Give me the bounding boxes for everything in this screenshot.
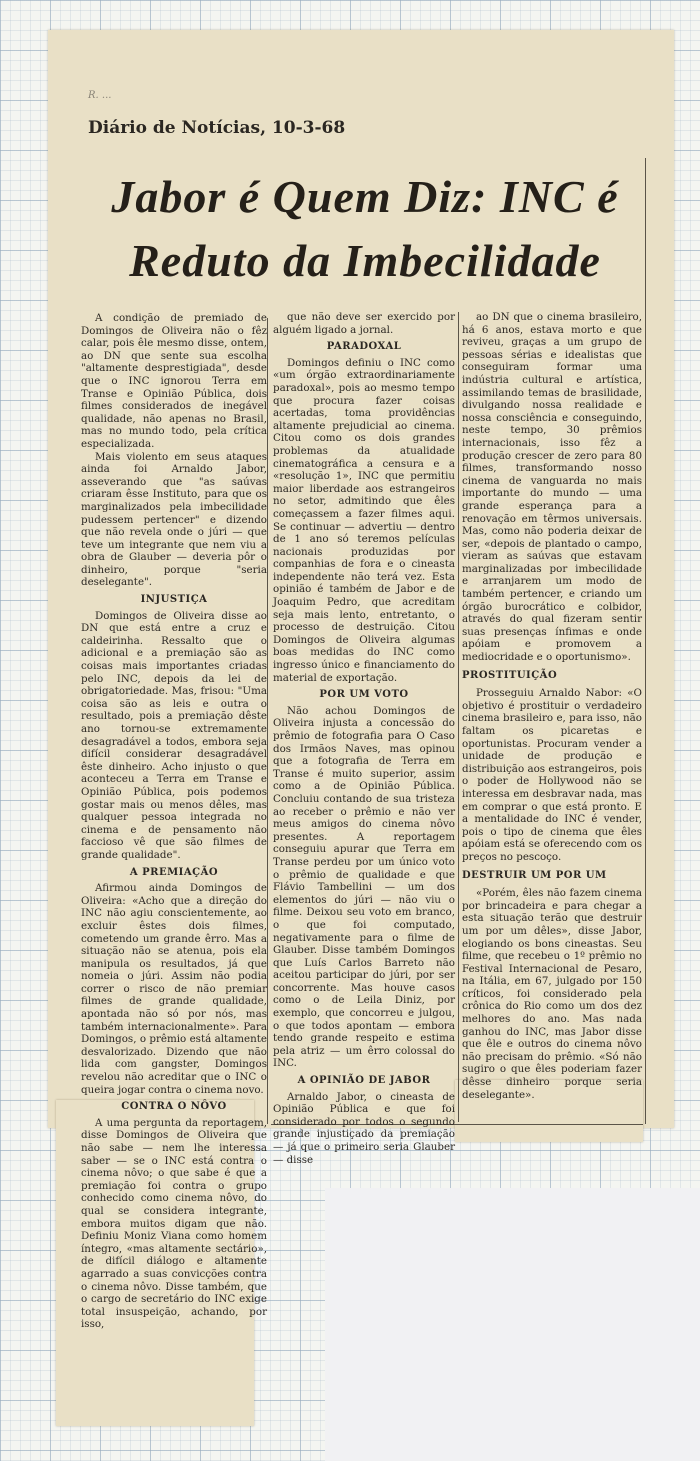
subheading: PARADOXAL <box>326 341 402 353</box>
subheading: A OPINIÃO DE JABOR <box>297 1075 431 1087</box>
pencil-note: R. ... <box>88 90 112 101</box>
article-column-1 <box>81 312 267 1331</box>
paragraph: Domingos definiu o INC como «um órgão extraordinariamente paradoxal», pois ao mesmo tempo que procura fazer coisas acertadas, toma providências altamente prejudicial ao cinema. Citou como os dois grandes problemas da atualidade cinematográfica a censura e a «resolução 1», INC que permitiu maior liberdade aos estrangeiros no setor, admitindo que êles começassem a fazer filmes aqui. Se continuar — advertiu — dentro de 1 ano só teremos películas nacionais produzidas por companhias de fora e o cineasta independente não terá vez. Esta opinião é também de Jabor e de Joaquim Pedro, que acreditam seja mais lento, entretanto, o processo de destruição. Citou Domingos de Oliveira algumas boas medidas do INC como ingresso único e financiamento do material de exportação. <box>273 356 455 684</box>
newspaper-masthead: Diário de Notícias, 10-3-68 <box>88 118 346 138</box>
article-column-2 <box>273 311 455 1166</box>
paragraph: A uma pergunta da reportagem, disse Domingos de Oliveira que não sabe — nem lhe interessa saber — se o INC está contra o cinema nôvo; o que sabe é que a premiação foi contra o grupo conhecido como cinema nôvo, do qual se considera integrante, embora muitos digam que não. Definiu Moniz Viana como homem íntegro, «mas altamente sectário», de difícil diálogo e altamente agarrado a suas convicções contra o cinema nôvo. Disse também, que o cargo de secretário do INC exige total insuspeição, achando, por isso, <box>81 1116 267 1331</box>
headline-line-2: Reduto da Imbecilidade <box>129 235 601 286</box>
subheading: INJUSTIÇA <box>140 594 208 606</box>
paragraph: Domingos de Oliveira disse ao DN que está entre a cruz e caldeirinha. Ressalto que o adicional e a premiação são as coisas mais importantes criadas pelo INC, depois da lei de obrigatoriedade. Mas, frisou: "Uma coisa são as leis e outra o resultado, pois a premiação dêste ano tornou-se extremamente desagradável a todos, embora seja difícil considerar desagradável êste dinheiro. Acho injusto o que aconteceu a Terra em Transe e Opinião Pública, pois podemos gostar mais ou menos dêles, mas qualquer pessoa integrada no cinema e de pensamento não faccioso vê que são filmes de grande qualidade". <box>81 609 267 861</box>
headline-line-1: Jabor é Quem Diz: INC é <box>111 171 619 222</box>
column-rule <box>458 312 459 1122</box>
subheading: POR UM VOTO <box>319 689 409 701</box>
article-column-3 <box>462 311 642 1101</box>
subheading: CONTRA O NÔVO <box>121 1101 227 1113</box>
paragraph: «Porém, êles não fazem cinema por brincadeira e para chegar a esta situação terão que destruir um por um dêles», disse Jabor, elogiando os bons cineastas. Seu filme, que recebeu o 1º prêmio no Festival Internacional de Pesaro, na Itália, em 67, julgado por 150 críticos, foi considerado pela crônica do Rio como um dos dez melhores do ano. Mas nada ganhou do INC, mas Jabor disse que êle e outros do cinema nôvo não precisam do prêmio. «Só não sugiro o que êles poderiam fazer dêsse dinheiro porque seria deselegante». <box>462 887 642 1101</box>
subheading: A PREMIAÇÃO <box>129 866 219 878</box>
paragraph: Não achou Domingos de Oliveira injusta a concessão do prêmio de fotografia para O Caso dos Irmãos Naves, mas opinou que a fotografia de Terra em Transe é muito superior, assim como a de Opinião Pública. Concluiu contando de sua tristeza ao receber o prêmio e não ver meus amigos do cinema nôvo presentes. A reportagem conseguiu apurar que Terra em Transe perdeu por um único voto o prêmio de qualidade e que Flávio Tambellini — um dos elementos do júri — não viu o filme. Deixou seu voto em branco, o que foi computado, negativamente para o filme de Glauber. Disse também Domingos que Luís Carlos Barreto não aceitou participar do júri, por ser concorrente. Mas houve casos como o de Leila Diniz, por exemplo, que concorreu e julgou, o que todos apontam — embora tendo grande respeito e estima pela atriz — um êrro colossal do INC. <box>273 704 455 1070</box>
paragraph: A condição de premiado de Domingos de Oliveira não o fêz calar, pois êle mesmo disse, ontem, ao DN que sente sua escolha "altamente desprestigiada", desde que o INC ignorou Terra em Transe e Opinião Pública, dois filmes considerados de inegável qualidade, não apenas no Brasil, mas no mundo todo, pela crítica especializada. <box>81 312 267 450</box>
column-rule <box>267 318 268 1124</box>
paragraph: Mais violento em seus ataques ainda foi Arnaldo Jabor, asseverando que "as saúvas criaram êsse Instituto, para que os marginalizados pela imbecilidade pudessem pertencer" e dizendo que não revela onde o júri — que teve um integrante que nem viu a obra de Glauber — deveria pôr o dinheiro, porque "seria deselegante". <box>81 450 267 589</box>
paragraph: que não deve ser exercido por alguém ligado a jornal. <box>273 311 455 336</box>
paragraph: Afirmou ainda Domingos de Oliveira: «Acho que a direção do INC não agiu conscientemente, ao excluir êstes dois filmes, cometendo um grande êrro. Mas a situação não se atenua, pois ela manipula os resultados, já que nomeia o júri. Assim não podia correr o risco de não premiar filmes de grande qualidade, apontada não só por nós, mas também internacionalmente». Para Domingos, o prêmio está altamente desvalorizado. Dizendo que não lida com gangster, Domingos revelou não acreditar que o INC o queira jogar contra o cinema novo. <box>81 882 267 1096</box>
subheading: DESTRUIR UM POR UM <box>462 869 607 881</box>
paragraph: Arnaldo Jabor, o cineasta de Opinião Pública e que foi considerado por todos o segundo grande injustiçado da premiação — já que o primeiro seria Glauber — disse <box>273 1090 455 1166</box>
paragraph: Prosseguiu Arnaldo Nabor: «O objetivo é prostituir o verdadeiro cinema brasileiro e, para isso, não faltam os picaretas e oportunistas. Procuram vender a unidade de produção e distribuição aos estrangeiros, pois o poder de Hollywood não se interessa em desbravar nada, mas em comprar o que está pronto. E a mentalidade do INC é vender, pois o tipo de cinema que êles apóiam está se oferecendo com os preços no pescoço. <box>462 687 642 863</box>
paragraph: ao DN que o cinema brasileiro, há 6 anos, estava morto e que reviveu, graças a um grupo de pessoas sérias e idealistas que conseguiram formar uma indústria cultural e artística, assimilando temas de brasilidade, divulgando nossa realidade e nossa consciência e conseguindo, neste tempo, 30 prêmios internacionais, isso fêz a produção crescer de zero para 80 filmes, transformando nosso cinema de vanguarda no mais importante do mundo — uma grande esperança para a renovação em têrmos universais. Mas, como não poderia deixar de ser, «depois de plantado o campo, vieram as saúvas que estavam marginalizadas por imbecilidade e arranjarem um modo de também pertencer, e criando um órgão burocrático e colbidor, através do qual fizeram sentir suas presenças ínfimas e onde apóiam e promovem a mediocridade e o oportunismo». <box>462 311 642 664</box>
subheading: PROSTITUIÇÃO <box>462 669 558 681</box>
column-rule <box>645 158 646 1124</box>
blank-region <box>325 1188 700 1461</box>
